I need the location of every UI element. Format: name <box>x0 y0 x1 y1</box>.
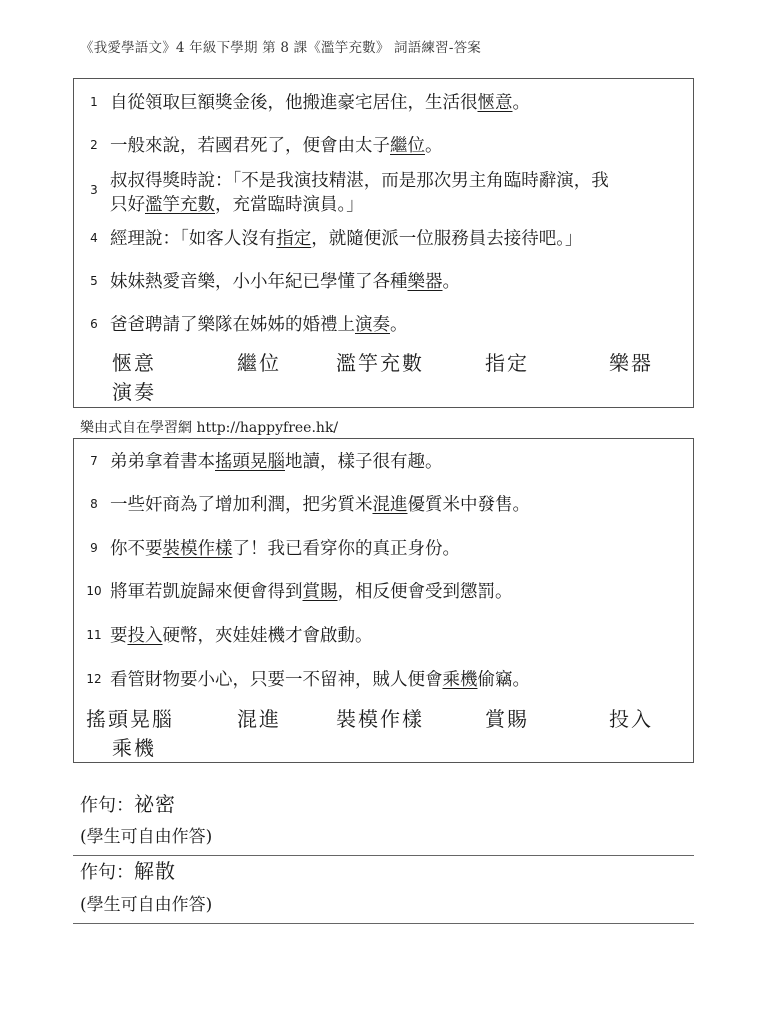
answer-word: 搖頭晃腦 <box>215 452 285 472</box>
question-text: 你不要 <box>110 539 163 559</box>
answer-word: 乘機 <box>442 670 478 690</box>
answer-word: 指定 <box>276 229 312 249</box>
exercise-box-2 <box>73 438 694 763</box>
question-text: 將軍若凱旋歸來便會得到 <box>110 582 303 602</box>
sentence-word: 解散 <box>134 859 176 883</box>
question-text: 妹妹熱愛音樂，小小年紀已學懂了各種 <box>110 272 408 292</box>
sentence-prompt-2 <box>80 855 176 884</box>
answer-word: 愜意 <box>477 93 513 113</box>
question-text: 一般來說，若國君死了，便會由太子 <box>110 136 390 156</box>
question-text-end: ，充當臨時演員。」 <box>215 195 364 215</box>
sentence-label: 作句： <box>80 862 134 883</box>
word-bank-item: 賞賜 <box>485 707 529 731</box>
question-text: 一些奸商為了增加利潤，把劣質米 <box>110 495 373 515</box>
question-number: 9 <box>90 541 98 555</box>
question-number: 6 <box>90 317 98 331</box>
question-text: 弟弟拿着書本 <box>110 452 215 472</box>
sentence-label: 作句： <box>80 795 134 816</box>
sentence-note-2: (學生可自由作答) <box>80 895 213 915</box>
question-text: 要 <box>110 626 128 646</box>
question-text: 經理說：「如客人沒有 <box>110 229 277 249</box>
question-number: 5 <box>90 274 98 288</box>
answer-word: 繼位 <box>390 136 425 156</box>
exercise-box-1 <box>73 78 694 408</box>
question-text-end: 。 <box>390 315 408 335</box>
question-text: 自從領取巨額獎金後，他搬進豪宅居住，生活很 <box>110 93 478 113</box>
word-bank-item: 混進 <box>237 707 281 731</box>
question-text-end: ，就隨便派一位服務員去接待吧。」 <box>311 229 583 249</box>
question-text-line1: 叔叔得獎時說：「不是我演技精湛，而是那次男主角臨時辭演，我 <box>110 171 609 191</box>
question-text-end: 。 <box>512 93 530 113</box>
question-number: 4 <box>90 231 98 245</box>
question-text-end: ，相反便會受到懲罰。 <box>337 582 513 602</box>
answer-word: 濫竽充數 <box>145 195 215 215</box>
question-number: 8 <box>90 497 98 511</box>
divider-line <box>73 923 694 924</box>
word-bank-item: 愜意 <box>112 351 156 375</box>
sentence-word: 祕密 <box>134 792 176 816</box>
question-number: 12 <box>86 672 102 686</box>
answer-word: 裝模作樣 <box>162 539 233 559</box>
word-bank-item: 裝模作樣 <box>336 707 424 731</box>
word-bank-item: 濫竽充數 <box>336 351 424 375</box>
sentence-note-1: (學生可自由作答) <box>80 827 213 847</box>
question-number: 7 <box>90 454 98 468</box>
answer-word: 混進 <box>372 495 408 515</box>
question-text-end: 。 <box>425 136 443 156</box>
answer-word: 賞賜 <box>302 582 338 602</box>
question-text-end: 地讀，樣子很有趣。 <box>285 452 443 472</box>
answer-word: 投入 <box>127 626 163 646</box>
word-bank-item: 演奏 <box>112 380 156 404</box>
question-text-end: 了！我已看穿你的真正身份。 <box>232 539 460 559</box>
question-number: 3 <box>90 183 98 197</box>
question-number: 2 <box>90 138 98 152</box>
question-number: 10 <box>86 584 102 598</box>
question-text: 爸爸聘請了樂隊在姊姊的婚禮上 <box>110 315 355 335</box>
word-bank-item: 投入 <box>609 707 653 731</box>
question-text-end: 硬幣，夾娃娃機才會啟動。 <box>162 626 373 646</box>
word-bank-item: 搖頭晃腦 <box>86 707 174 731</box>
page-header: 《我愛學語文》4 年級下學期 第 8 課《濫竽充數》 詞語練習-答案 <box>80 40 481 56</box>
word-bank-item: 乘機 <box>112 736 156 760</box>
answer-word: 演奏 <box>355 315 390 335</box>
question-number: 11 <box>86 628 102 642</box>
question-text: 只好 <box>110 195 145 215</box>
website-label: 樂由式自在學習網 http://happyfree.hk/ <box>80 420 339 436</box>
word-bank-item: 樂器 <box>609 351 653 375</box>
question-text-end: 偷竊。 <box>477 670 530 690</box>
question-text-end: 。 <box>442 272 460 292</box>
word-bank-item: 指定 <box>485 351 529 375</box>
question-text: 看管財物要小心，只要一不留神，賊人便會 <box>110 670 443 690</box>
question-number: 1 <box>90 95 98 109</box>
word-bank-item: 繼位 <box>237 351 281 375</box>
answer-word: 樂器 <box>407 272 443 292</box>
question-text-end: 優質米中發售。 <box>407 495 530 515</box>
sentence-prompt-1 <box>80 788 176 817</box>
